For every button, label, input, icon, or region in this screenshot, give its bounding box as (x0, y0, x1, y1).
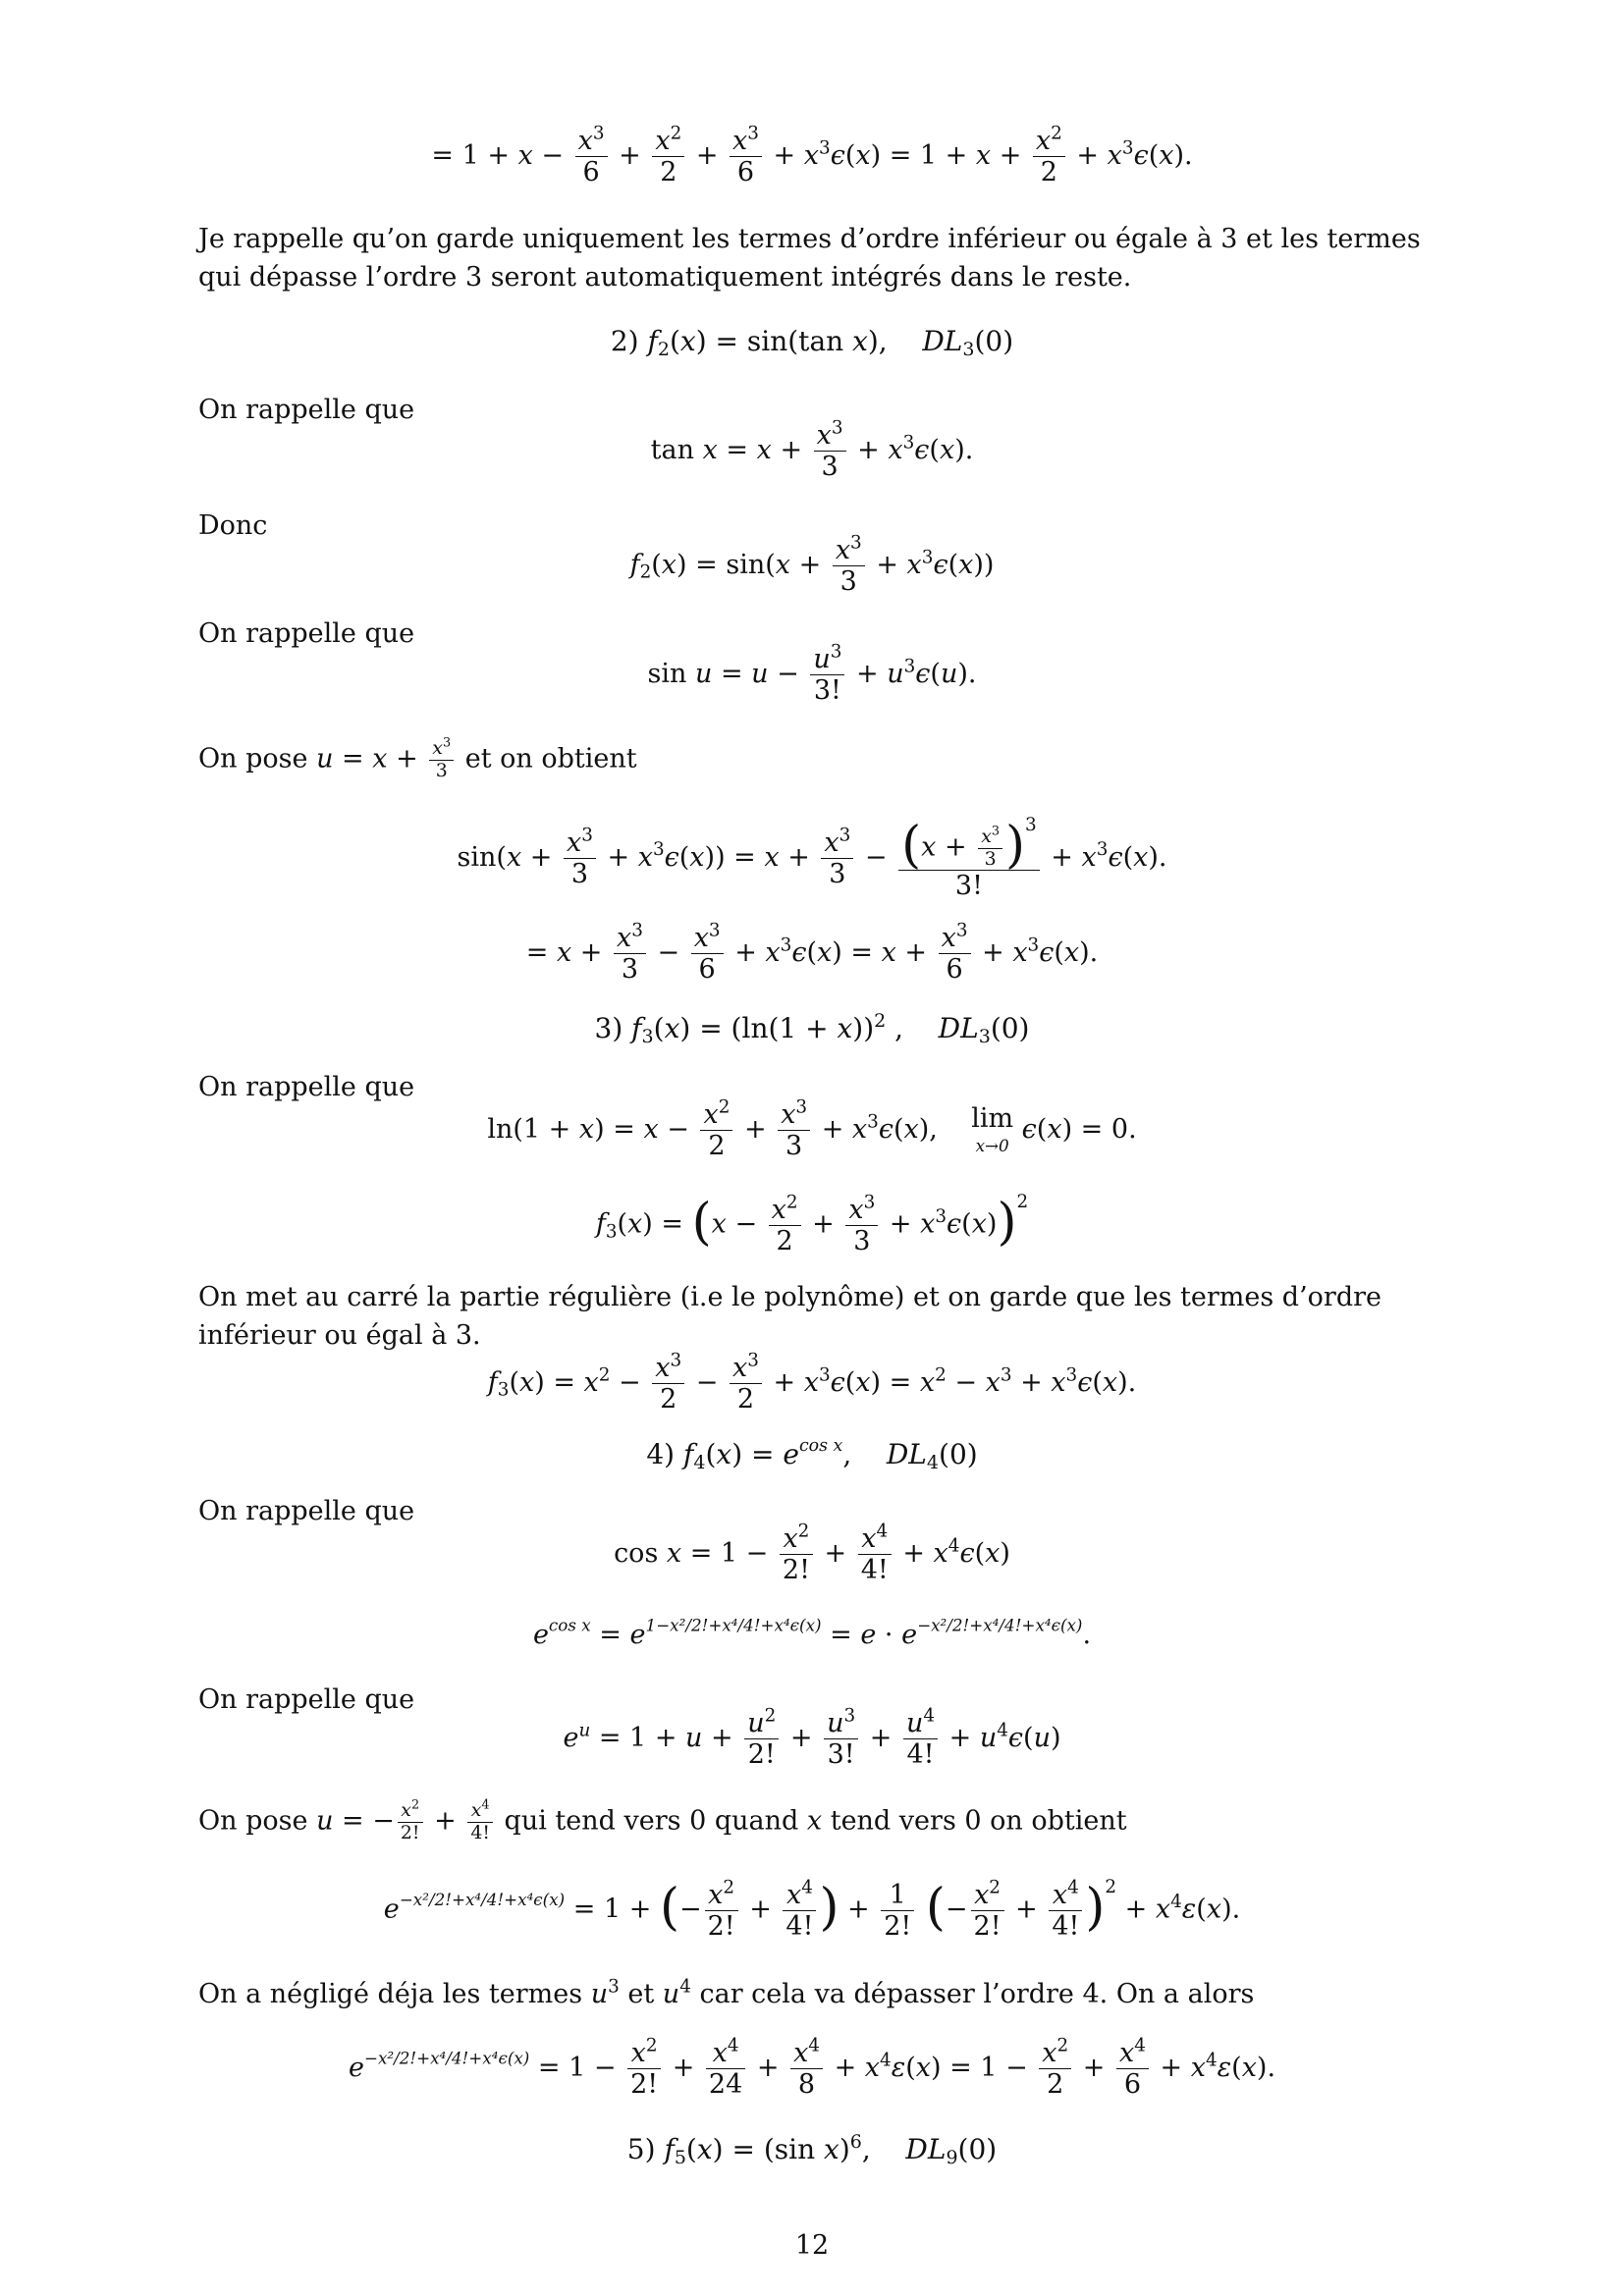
paragraph-donc: Donc (198, 510, 268, 541)
paragraph-rappel-3: On rappelle que (198, 1072, 415, 1102)
equation-exp-result: $e^{-x^2/2!+x^4/4!+x^4\epsilon(x)} = 1$ − $\frac{x^2}{2!}$ + $\frac{x^4}{24}$ + $\frac{x^4}{8}$ + $x^4\varepsilon(x) = 1$ − $\frac{x^2}{2}$ + $\frac{x^4}{6}$ + $x^4\varepsilon(x)$. (348, 2035, 1276, 2101)
pose-u2-prefix: On pose (198, 1805, 308, 1837)
equation-f1-result: = 1 + x − $\frac{x^3}{6}$ + $\frac{x^2}{2}$ + $\frac{x^3}{6}$ + $x^3\epsilon(x) = 1 + x$ + $\frac{x^2}{2}$ + $x^3\epsilon(x)$. (431, 123, 1193, 188)
equation-f3-result: $f_3(x) = x^2$ − $\frac{x^3}{2}$ − $\frac{x^3}{2}$ + $x^3\epsilon(x) = x^2 - x^3 + x^3\epsilon(x)$. (487, 1350, 1137, 1415)
heading-4-number: 4) (646, 1438, 676, 1470)
paragraph-rappel-1: On rappelle que (198, 395, 415, 425)
equation-exp-cos: $e^{cos x} = e^{1-x^2/2!+x^4/4!+x^4\epsilon(x)} = e \cdot e^{-x^2/2!+x^4/4!+x^4\epsilon(x)}$. (532, 1615, 1092, 1650)
heading-exercise-3: 3) $f_3(x) = (\ln(1 + x))^2$ , $DL_3(0)$ (594, 1009, 1030, 1047)
paragraph-rappel-5: On rappelle que (198, 1684, 415, 1715)
equation-exp-u: $e^u = 1 + u$ + $\frac{u^2}{2!}$ + $\frac{u^3}{3!}$ + $\frac{u^4}{4!}$ + $u^4\epsilon(u)$ (563, 1705, 1061, 1771)
pose-u2-mid: tend vers 0 on obtient (830, 1805, 1127, 1837)
paragraph-pose-u-1: On pose u = x + $\frac{x^3}{3}$ et on obtient (198, 735, 637, 781)
heading-exercise-2: 2) $f_2(x) = \sin(\tan$ x), $DL_3(0)$ (610, 325, 1014, 360)
page-number: 12 (794, 2230, 830, 2261)
pose-u1-prefix: On pose (198, 743, 308, 774)
paragraph-rappel-4: On rappelle que (198, 1496, 415, 1526)
heading-3-dl-index: 3 (978, 1025, 991, 1047)
paragraph-rappel-2: On rappelle que (198, 618, 415, 649)
equation-tan: tan x = x + $\frac{x^3}{3}$ + $x^3\epsilon(x)$. (650, 417, 974, 483)
neglige-part-c: car cela va dépasser l’ordre 4. On a alors (699, 1979, 1255, 2009)
heading-3-number: 3) (594, 1012, 623, 1044)
heading-5-dl-index: 9 (946, 2146, 958, 2168)
heading-4-dl-index: 4 (926, 1451, 940, 1473)
paragraph-neglige: On a négligé déja les termes $u^3$ et $u^4$ car cela va dépasser l’ordre 4. On a alors (198, 1976, 1255, 2009)
heading-5-number: 5) (626, 2133, 656, 2165)
equation-ln: ln(1 + x) = x − $\frac{x^2}{2}$ + $\frac{x^3}{3}$ + $x^3\epsilon(x)$, lim x→0 ϵ(x) = 0. (487, 1096, 1137, 1162)
heading-4-dl: DL (886, 1438, 927, 1470)
equation-f2-sin: $f_2(x) = \sin(x$ + $\frac{x^3}{3}$ + $x^3\epsilon(x)$) (629, 532, 995, 598)
equation-sin-u: sin u = u − $\frac{u^3}{3!}$ + $u^3\epsilon(u)$. (647, 641, 977, 707)
paragraph-reminder-order: Je rappelle qu’on garde uniquement les termes d’ordre inférieur ou égale à 3 et les termes qui dépasse l’ordre 3 seront automatiquement intégrés dans le reste. (198, 224, 1421, 294)
heading-exercise-4: 4) $f_4(x) = e^{cos x}$, $DL_4(0)$ (646, 1435, 978, 1473)
equation-exp-expansion: $e^{-x^2/2!+x^4/4!+x^4\epsilon(x)} = 1$ + (− $\frac{x^2}{2!}$ + $\frac{x^4}{4!}$ ) + $\frac{1}{2!}$ (− $\frac{x^2}{2!}$ + $\frac{x^4}{4!}$ )$^2 + x^4\varepsilon(x)$. (383, 1877, 1241, 1942)
pose-u1-suffix: et on obtient (464, 743, 637, 774)
pose-u2-suffix: qui tend vers 0 quand (504, 1805, 799, 1837)
paragraph-pose-u-2: On pose u = − $\frac{x^2}{2!}$ + $\frac{x^4}{4!}$ qui tend vers 0 quand x tend vers 0 on obtient (198, 1797, 1127, 1843)
neglige-part-a: On a négligé déja les termes (198, 1979, 583, 2009)
heading-exercise-5: 5) $f_5(x) = (\sin$ x)$^6$, $DL_9(0)$ (626, 2130, 998, 2168)
heading-2-dl-index: 3 (962, 338, 975, 360)
equation-sin-result: = x + $\frac{x^3}{3}$ − $\frac{x^3}{6}$ + $x^3\epsilon(x) = x$ + $\frac{x^3}{6}$ + $x^3\epsilon(x)$. (525, 920, 1099, 986)
heading-2-dl: DL (922, 325, 963, 357)
equation-f3-square: $f_3(x) = (x$ − $\frac{x^2}{2}$ + $\frac{x^3}{3}$ + $x^3\epsilon(x))^2$ (595, 1192, 1029, 1256)
equation-cos: cos x = 1 − $\frac{x^2}{2!}$ + $\frac{x^4}{4!}$ + $x^4\epsilon(x)$ (614, 1521, 1010, 1586)
paragraph-carre: On met au carré la partie régulière (i.e le polynôme) et on garde que les termes d’ordre inférieur ou égal à 3. (198, 1282, 1381, 1352)
heading-3-dl: DL (938, 1012, 979, 1044)
heading-5-dl: DL (905, 2133, 947, 2165)
heading-2-number: 2) (610, 325, 639, 357)
neglige-part-b: et (627, 1979, 655, 2009)
equation-sin-expansion: sin(x + $\frac{x^3}{3}$ + $x^3\epsilon(x)) = x$ + $\frac{x^3}{3}$ − (x + $\frac{x^3}{3}$ )$^3$ 3! + $x^3\epsilon(x)$. (457, 815, 1167, 902)
